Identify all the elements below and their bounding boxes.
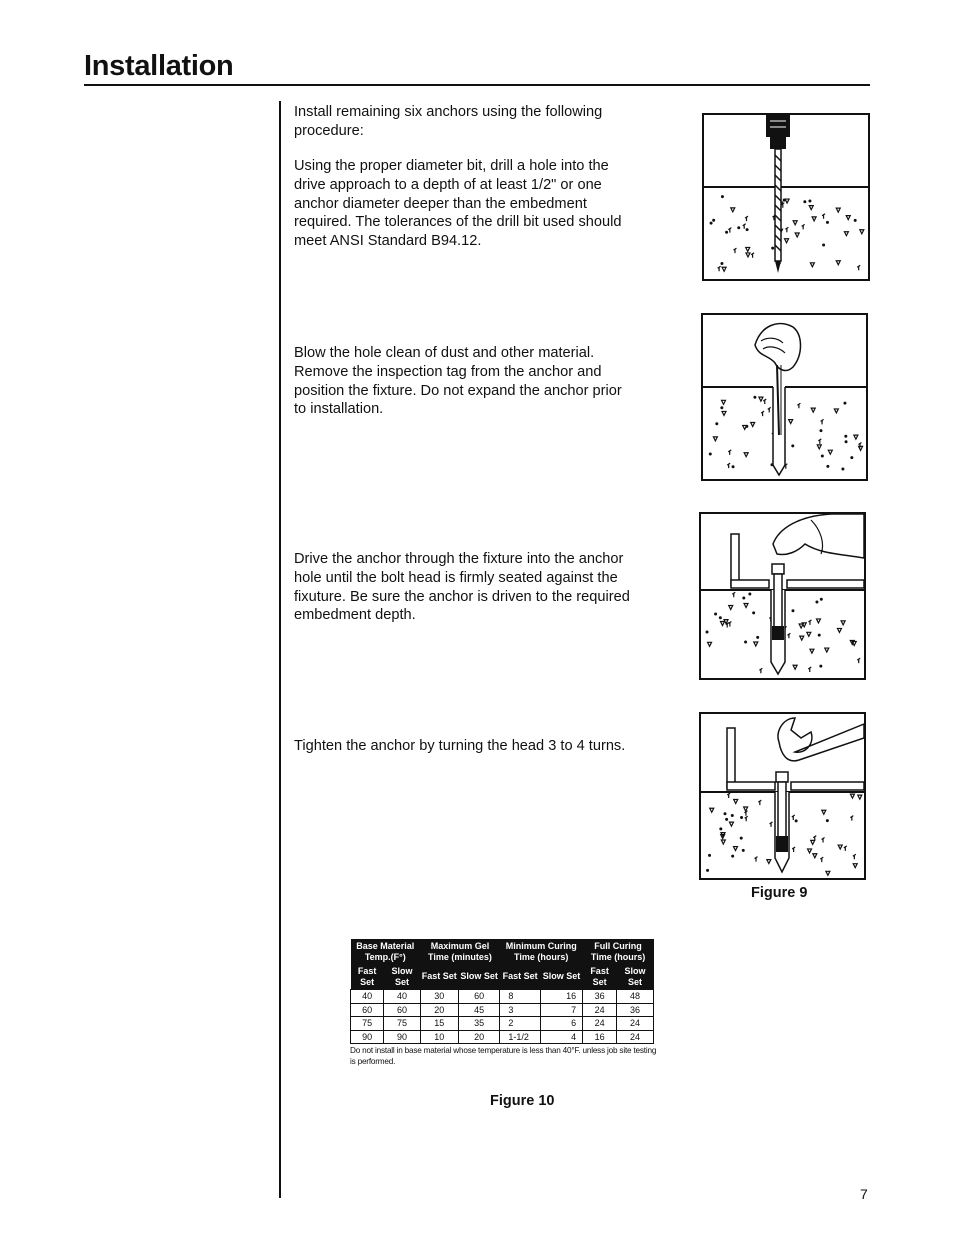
table-cell: 75	[384, 1017, 420, 1031]
concrete-speckle	[722, 267, 726, 271]
concrete-speckle	[722, 400, 726, 404]
concrete-speckle	[792, 847, 795, 852]
concrete-speckle	[733, 847, 737, 851]
header-min-curing-time: Minimum Curing Time (hours)	[500, 939, 583, 964]
concrete-speckle	[728, 450, 731, 455]
concrete-speckle	[742, 849, 744, 851]
concrete-speckle	[842, 468, 844, 470]
concrete-speckle	[809, 200, 811, 202]
drill-illustration	[702, 113, 870, 281]
table-cell: 16	[540, 990, 582, 1004]
concrete-speckle	[785, 199, 789, 203]
concrete-speckle	[854, 219, 856, 221]
concrete-speckle	[810, 263, 814, 267]
concrete-speckle	[745, 216, 748, 221]
concrete-speckle	[793, 665, 797, 669]
table-cell: 20	[420, 1003, 458, 1017]
concrete-speckle	[807, 632, 811, 636]
table-row	[351, 990, 654, 1004]
page-number: 7	[860, 1186, 868, 1202]
concrete-speckle	[713, 437, 717, 441]
concrete-speckle	[838, 845, 842, 849]
concrete-speckle	[759, 668, 762, 673]
table-cell: 10	[420, 1030, 458, 1044]
concrete-speckle	[710, 222, 712, 224]
concrete-speckle	[792, 815, 795, 820]
concrete-speckle	[761, 411, 764, 416]
concrete-speckle	[746, 229, 748, 231]
concrete-speckle	[721, 407, 723, 409]
subheader-fast-set: Fast Set	[583, 964, 617, 990]
concrete-speckle	[754, 396, 756, 398]
concrete-speckle	[718, 266, 721, 271]
concrete-speckle	[802, 224, 805, 229]
concrete-speckle	[751, 253, 754, 258]
header-base-material-temp: Base Material Temp.(F°)	[351, 939, 421, 964]
concrete-speckle	[729, 822, 733, 826]
column-divider	[279, 101, 281, 1198]
concrete-speckle	[797, 403, 800, 408]
drive-anchor-illustration	[699, 512, 866, 680]
concrete-speckle	[722, 411, 726, 415]
concrete-speckle	[820, 598, 822, 600]
concrete-speckle	[808, 849, 812, 853]
subheader-slow-set: Slow Set	[458, 964, 500, 990]
concrete-speckle	[713, 219, 715, 221]
concrete-speckle	[733, 248, 736, 253]
figure9-caption: Figure 9	[751, 885, 808, 901]
concrete-speckle	[710, 808, 714, 812]
concrete-speckle	[811, 408, 815, 412]
subheader-fast-set: Fast Set	[420, 964, 458, 990]
subheader-slow-set: Slow Set	[384, 964, 420, 990]
concrete-speckle	[816, 619, 820, 623]
step3-drive-anchor: Drive the anchor through the fixture into the anchor hole until the bolt head is firmly seated against the fixuture. Be sure the anchor is driven to the required embedment depth.	[294, 551, 630, 624]
concrete-speckle	[853, 854, 856, 859]
concrete-speckle	[720, 622, 724, 626]
concrete-speckle	[828, 450, 832, 454]
concrete-speckle	[763, 399, 766, 404]
concrete-speckle	[820, 430, 822, 432]
concrete-speckle	[768, 407, 771, 412]
concrete-speckle	[789, 420, 793, 424]
concrete-speckle	[822, 837, 825, 842]
concrete-speckle	[731, 208, 735, 212]
concrete-speckle	[836, 261, 840, 265]
concrete-speckle	[811, 840, 815, 844]
concrete-speckle	[743, 224, 746, 229]
concrete-speckle	[851, 457, 853, 459]
concrete-speckle	[758, 800, 761, 805]
concrete-speckle	[827, 465, 829, 467]
concrete-speckle	[823, 244, 825, 246]
concrete-speckle	[836, 208, 840, 212]
subheader-slow-set: Slow Set	[540, 964, 582, 990]
concrete-speckle	[817, 445, 821, 449]
concrete-speckle	[820, 665, 822, 667]
concrete-speckle	[767, 860, 771, 864]
step1-drill-instructions: Using the proper diameter bit, drill a hole into the drive approach to a depth of at least 1/2" or one anchor diameter deeper than the embedment required. The tolerances of the drill bit used should meet ANSI Standard B94.12.	[294, 158, 622, 250]
concrete-speckle	[821, 455, 823, 457]
concrete-speckle	[728, 228, 731, 233]
concrete-speckle	[850, 816, 853, 821]
concrete-speckle	[827, 222, 829, 224]
concrete-speckle	[858, 795, 862, 799]
concrete-speckle	[732, 592, 735, 597]
table-cell: 48	[617, 990, 654, 1004]
table-cell: 3	[500, 1003, 541, 1017]
table-cell: 60	[384, 1003, 420, 1017]
concrete-speckle	[818, 634, 820, 636]
concrete-speckle	[845, 435, 847, 437]
concrete-speckle	[808, 620, 811, 625]
page-title: Installation	[84, 50, 234, 82]
concrete-speckle	[785, 227, 788, 232]
concrete-speckle	[727, 793, 730, 798]
concrete-speckle	[818, 439, 821, 444]
concrete-speckle	[844, 402, 846, 404]
concrete-speckle	[751, 423, 755, 427]
table-cell: 1-1/2	[500, 1030, 541, 1044]
concrete-speckle	[854, 435, 858, 439]
concrete-speckle	[795, 820, 797, 822]
concrete-speckle	[731, 815, 733, 817]
concrete-speckle	[802, 623, 806, 627]
concrete-speckle	[834, 409, 838, 413]
concrete-speckle	[816, 601, 818, 603]
step4-tighten: Tighten the anchor by turning the head 3 to 4 turns.	[294, 738, 626, 754]
concrete-speckle	[721, 263, 723, 265]
concrete-speckle	[734, 800, 738, 804]
concrete-speckle	[738, 227, 740, 229]
table-cell: 45	[458, 1003, 500, 1017]
concrete-speckle	[741, 817, 743, 819]
concrete-texture	[710, 196, 864, 272]
table-cell: 40	[351, 990, 384, 1004]
table-footnote: Do not install in base material whose temperature is less than 40°F. unless job site testing is performed.	[350, 1046, 657, 1066]
figure10-caption: Figure 10	[490, 1093, 555, 1109]
concrete-speckle	[754, 642, 758, 646]
tighten-anchor-illustration	[699, 712, 866, 880]
concrete-speckle	[857, 658, 860, 663]
table-cell: 4	[540, 1030, 582, 1044]
table-cell: 40	[384, 990, 420, 1004]
concrete-speckle	[826, 820, 828, 822]
concrete-speckle	[822, 214, 825, 219]
table-cell: 90	[351, 1030, 384, 1044]
concrete-speckle	[841, 621, 845, 625]
header-max-gel-time: Maximum Gel Time (minutes)	[420, 939, 500, 964]
concrete-speckle	[753, 612, 755, 614]
concrete-speckle	[853, 864, 857, 868]
concrete-speckle	[732, 855, 734, 857]
concrete-speckle	[804, 201, 806, 203]
concrete-speckle	[755, 857, 758, 862]
concrete-speckle	[746, 253, 750, 257]
concrete-speckle	[743, 425, 747, 429]
table-cell: 90	[384, 1030, 420, 1044]
concrete-speckle	[770, 822, 773, 827]
concrete-speckle	[729, 605, 733, 609]
concrete-speckle	[822, 810, 826, 814]
concrete-speckle	[846, 216, 850, 220]
concrete-speckle	[727, 463, 730, 468]
concrete-speckle	[708, 642, 712, 646]
concrete-speckle	[744, 604, 748, 608]
table-row	[351, 1017, 654, 1031]
concrete-speckle	[745, 816, 748, 821]
concrete-speckle	[792, 610, 794, 612]
concrete-speckle	[746, 247, 750, 251]
concrete-speckle	[812, 217, 816, 221]
table-cell: 20	[458, 1030, 500, 1044]
header-full-curing-time: Full Curing Time (hours)	[583, 939, 654, 964]
step2-blow-clean: Blow the hole clean of dust and other material. Remove the inspection tag from the anchor and position the fixture. Do not expand the anchor prior to installation.	[294, 345, 622, 418]
concrete-speckle	[825, 648, 829, 652]
table-cell: 60	[351, 1003, 384, 1017]
concrete-speckle	[783, 199, 785, 201]
concrete-speckle	[745, 641, 747, 643]
concrete-speckle	[808, 667, 811, 672]
table-cell: 24	[583, 1017, 617, 1031]
table-cell: 24	[617, 1017, 654, 1031]
concrete-speckle	[787, 633, 790, 638]
concrete-speckle	[722, 196, 724, 198]
table-cell: 24	[617, 1030, 654, 1044]
concrete-speckle	[706, 631, 708, 633]
concrete-speckle	[709, 453, 711, 455]
subheader-fast-set: Fast Set	[500, 964, 541, 990]
table-cell: 8	[500, 990, 541, 1004]
concrete-speckle	[785, 239, 789, 243]
table-cell: 16	[583, 1030, 617, 1044]
subheader-fast-set: Fast Set	[351, 964, 384, 990]
concrete-speckle	[724, 813, 726, 815]
concrete-speckle	[740, 837, 742, 839]
table-cell: 60	[458, 990, 500, 1004]
concrete-speckle	[795, 233, 799, 237]
concrete-speckle	[844, 846, 847, 851]
concrete-speckle	[719, 617, 721, 619]
concrete-speckle	[757, 637, 759, 639]
concrete-speckle	[837, 628, 841, 632]
concrete-speckle	[744, 453, 748, 457]
table-cell: 6	[540, 1017, 582, 1031]
concrete-speckle	[821, 419, 824, 424]
concrete-speckle	[810, 649, 814, 653]
concrete-speckle	[857, 265, 860, 270]
concrete-speckle	[820, 857, 823, 862]
table-cell: 35	[458, 1017, 500, 1031]
concrete-speckle	[715, 613, 717, 615]
table-cell: 15	[420, 1017, 458, 1031]
concrete-speckle	[845, 441, 847, 443]
concrete-speckle	[732, 466, 734, 468]
concrete-speckle	[809, 206, 813, 210]
concrete-speckle	[707, 869, 709, 871]
concrete-speckle	[792, 445, 794, 447]
concrete-speckle	[813, 854, 817, 858]
table-cell: 2	[500, 1017, 541, 1031]
concrete-speckle	[826, 871, 830, 875]
blow-clean-illustration	[701, 313, 868, 481]
table-cell: 30	[420, 990, 458, 1004]
concrete-speckle	[749, 593, 751, 595]
concrete-texture	[709, 396, 862, 473]
concrete-speckle	[850, 794, 854, 798]
table-cell: 75	[351, 1017, 384, 1031]
curing-time-table	[350, 939, 657, 1067]
table-cell: 7	[540, 1003, 582, 1017]
concrete-speckle	[743, 597, 745, 599]
concrete-speckle	[720, 828, 722, 830]
concrete-speckle	[726, 231, 728, 233]
table-cell: 36	[617, 1003, 654, 1017]
concrete-speckle	[728, 621, 731, 626]
concrete-speckle	[726, 818, 728, 820]
table-cell: 24	[583, 1003, 617, 1017]
subheader-slow-set: Slow Set	[617, 964, 654, 990]
step1-intro: Install remaining six anchors using the following procedure:	[294, 104, 603, 139]
concrete-speckle	[772, 247, 774, 249]
concrete-speckle	[759, 397, 763, 401]
table-row	[351, 1030, 654, 1044]
title-rule	[84, 84, 870, 86]
table-cell: 36	[583, 990, 617, 1004]
concrete-speckle	[793, 221, 797, 225]
concrete-speckle	[721, 840, 725, 844]
concrete-speckle	[716, 423, 718, 425]
concrete-speckle	[709, 854, 711, 856]
concrete-speckle	[800, 636, 804, 640]
table-row	[351, 1003, 654, 1017]
concrete-speckle	[860, 230, 864, 234]
concrete-speckle	[844, 232, 848, 236]
